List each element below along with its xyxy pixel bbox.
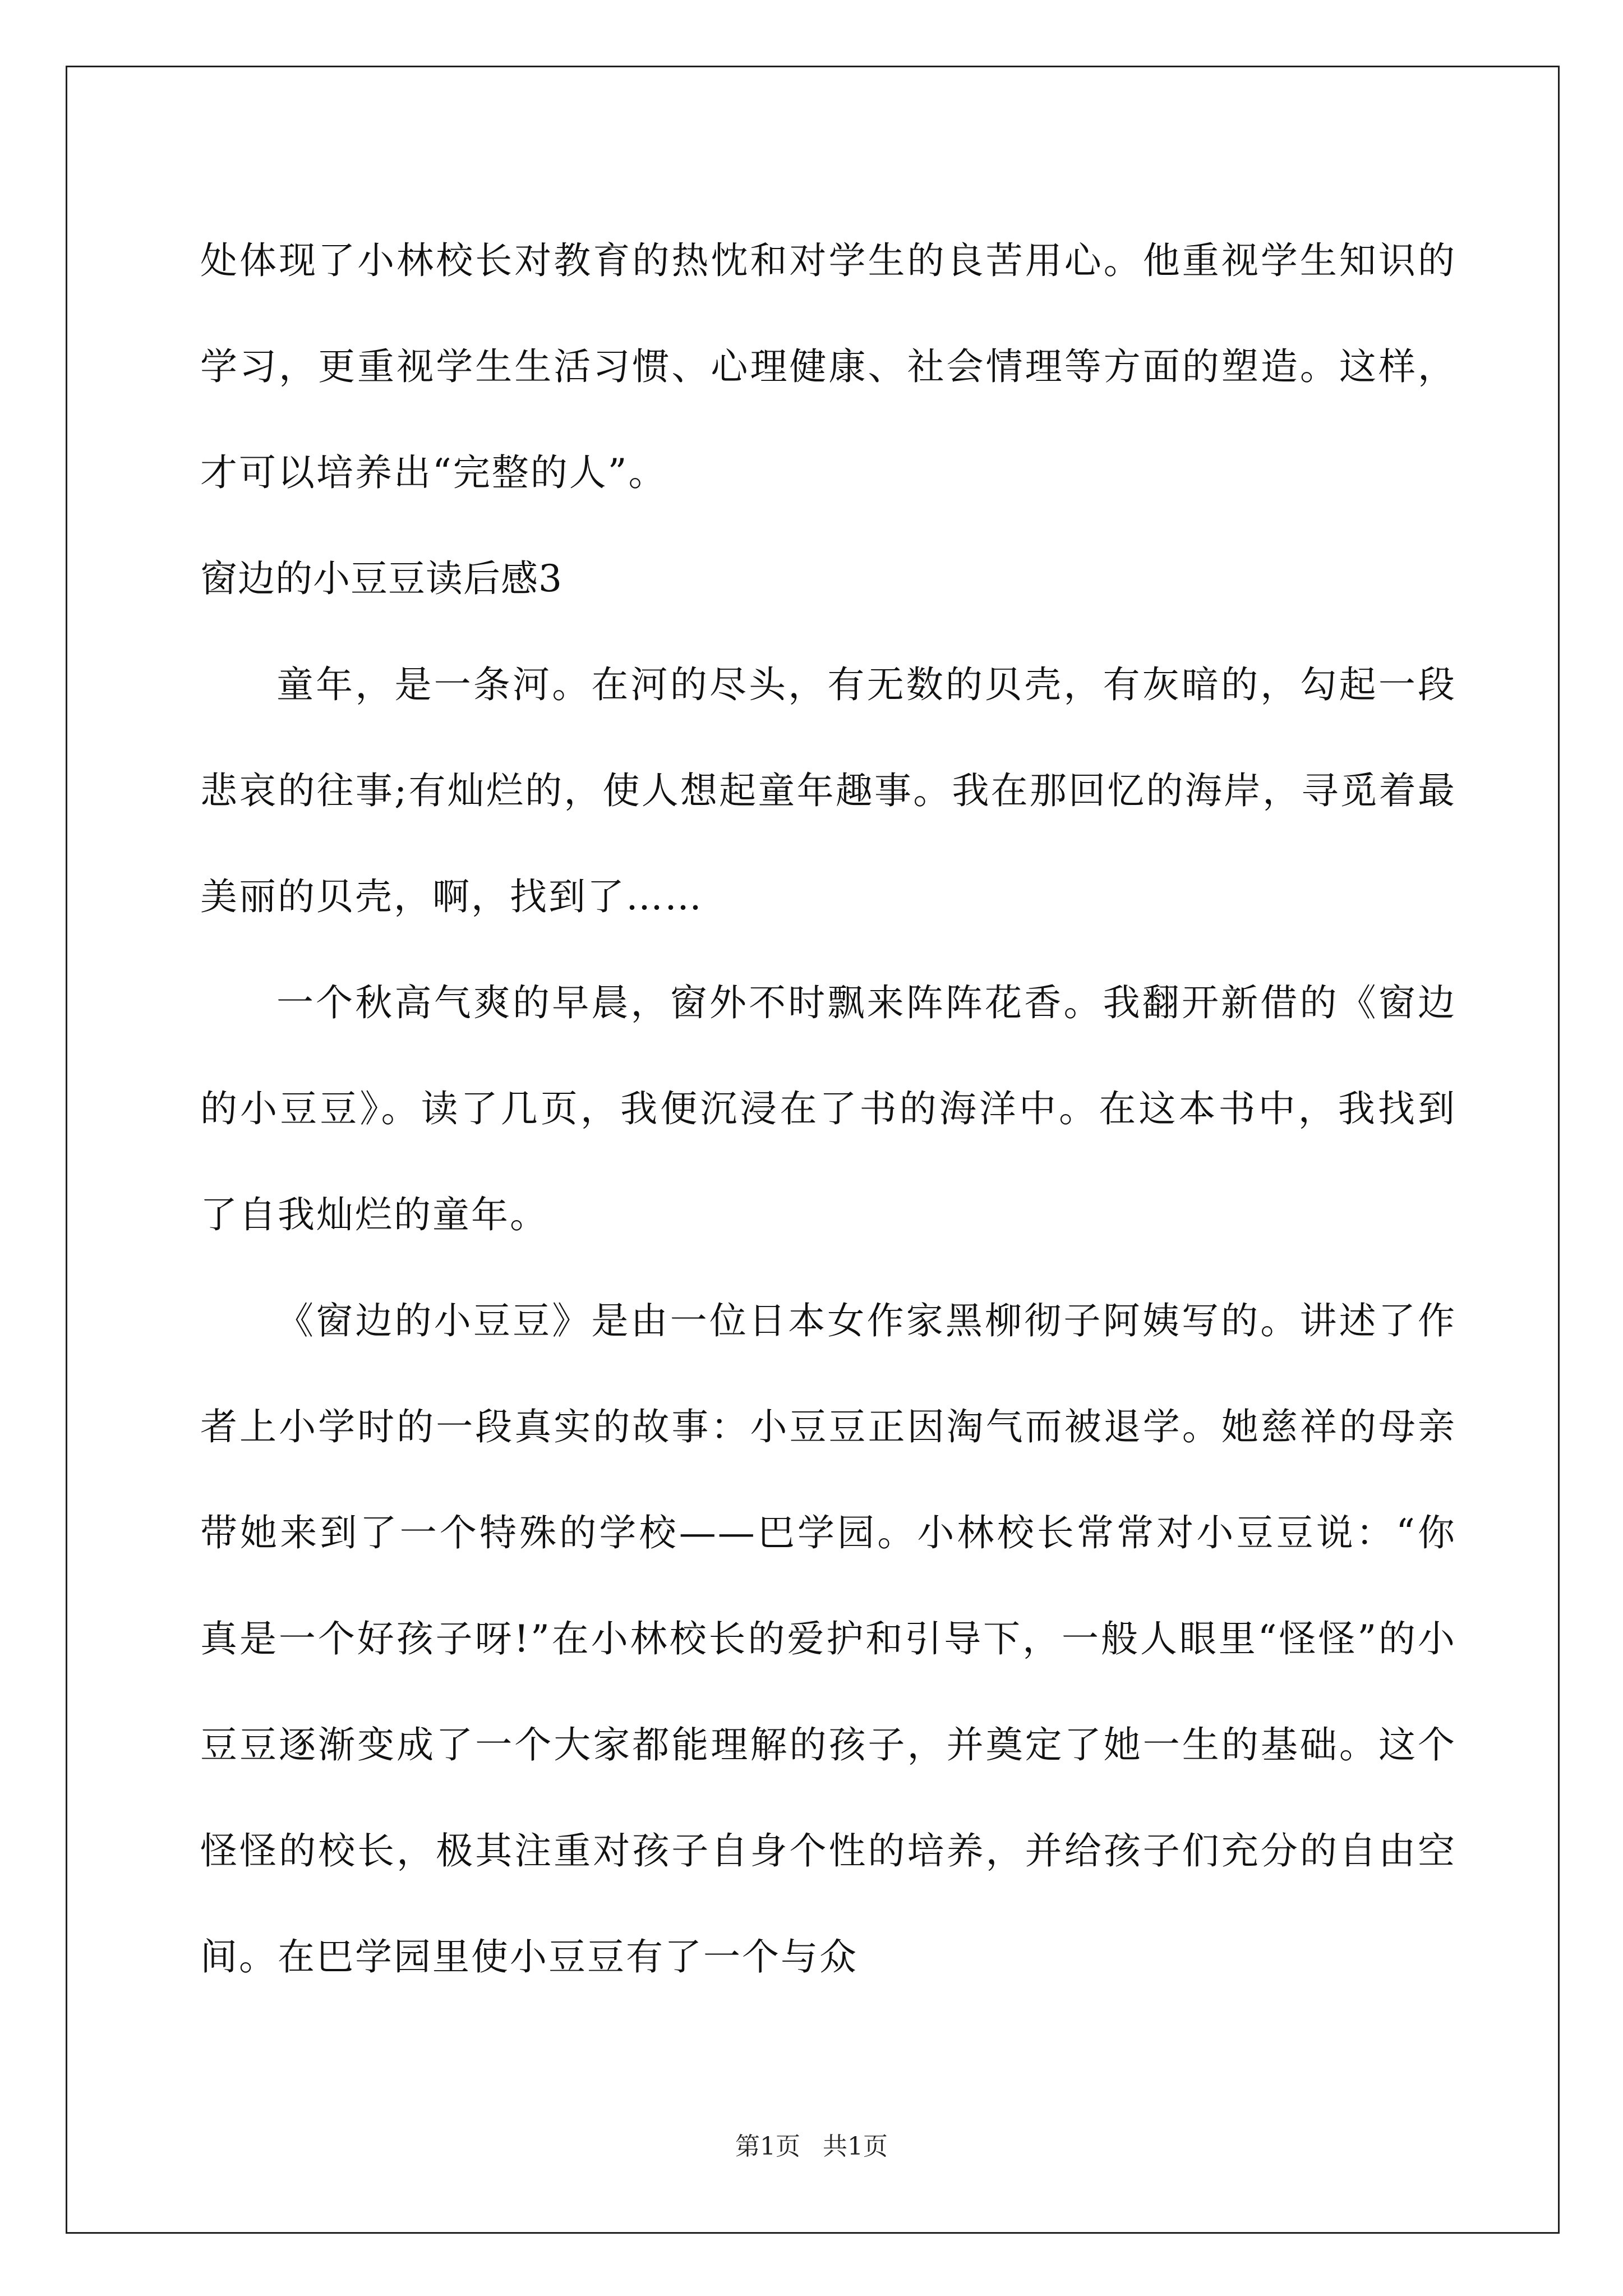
page-footer [0,2126,1623,2162]
paragraph-childhood: 童年，是一条河。在河的尽头，有无数的贝壳，有灰暗的，勾起一段悲哀的往事;有灿烂的，使人想起童年趣事。我在那回忆的海岸，寻觅着最美丽的贝壳，啊，找到了…… [200,663,1456,918]
section-title: 窗边的小豆豆读后感3 [200,557,562,600]
paragraph-autumn-morning: 一个秋高气爽的早晨，窗外不时飘来阵阵花香。我翻开新借的《窗边的小豆豆》。读了几页，我便沉浸在了书的海洋中。在这本书中，我找到了自我灿烂的童年。 [200,981,1456,1236]
page-number-current: 第1页 [735,2132,800,2161]
paragraph-book-summary: 《窗边的小豆豆》是由一位日本女作家黑柳彻子阿姨写的。讲述了作者上小学时的一段真实的故事：小豆豆正因淘气而被退学。她慈祥的母亲带她来到了一个特殊的学校——巴学园。小林校长常常对小豆豆说：“你真是一个好孩子呀!”在小林校长的爱护和引导下，一般人眼里“怪怪”的小豆豆逐渐变成了一个大家都能理解的孩子，并奠定了她一生的基础。这个怪怪的校长，极其注重对孩子自身个性的培养，并给孩子们充分的自由空间。在巴学园里使小豆豆有了一个与众 [200,1299,1456,1978]
page-number-total: 共1页 [823,2132,888,2161]
paragraph-continuation: 处体现了小林校长对教育的热忱和对学生的良苦用心。他重视学生知识的学习，更重视学生生活习惯、心理健康、社会情理等方面的塑造。这样，才可以培养出“完整的人”。 [200,239,1456,494]
document-body [200,208,1456,2010]
